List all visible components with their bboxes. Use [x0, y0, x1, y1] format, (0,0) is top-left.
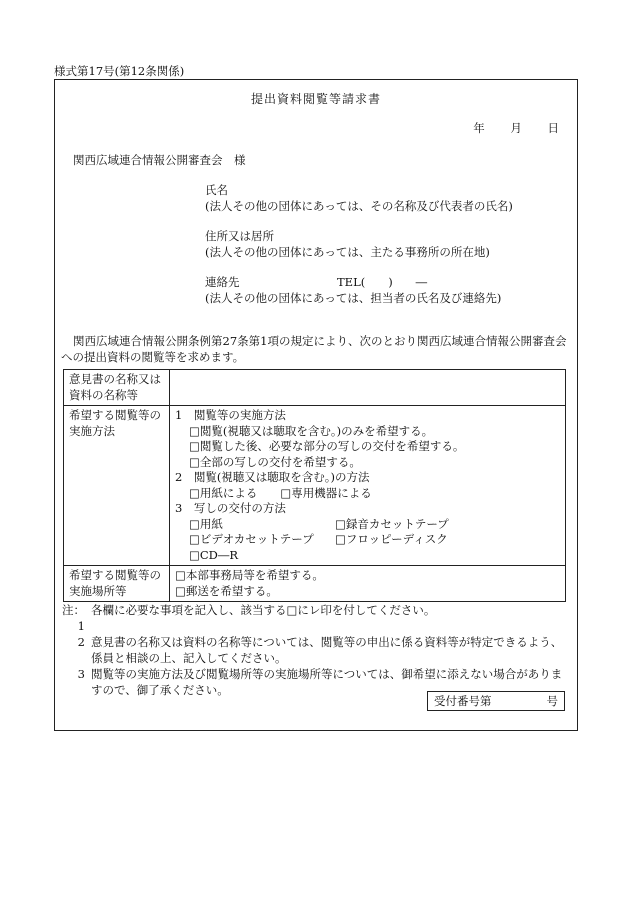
- row-header-location: 希望する閲覧等の 実施場所等: [64, 566, 170, 602]
- contact-label: 連絡先: [205, 275, 240, 289]
- viewing-option[interactable]: □用紙による: [189, 485, 258, 500]
- form-title: 提出資料閲覧等請求書: [250, 92, 381, 106]
- location-option[interactable]: □本部事務局等を希望する。: [175, 568, 324, 582]
- applicant-block: [205, 182, 513, 320]
- note-item: 2 意見書の名称又は資料の名称等については、閲覧等の申出に係る資料等が特定できるよう、係員と相談の上、記入してください。: [77, 635, 563, 665]
- copy-option[interactable]: □用紙: [189, 516, 223, 531]
- contact-block: [205, 274, 513, 306]
- request-statement: 関西広域連合情報公開条例第27条第1項の規定により、次のとおり関西広域連合情報公開審査会への提出資料の閲覧等を求めます。: [61, 334, 567, 364]
- address-block: [205, 228, 513, 260]
- row-header-document-name: 意見書の名称又は 資料の名称等: [64, 370, 170, 406]
- tel-label: TEL( ) ―: [337, 275, 428, 289]
- location-field: [170, 566, 566, 602]
- viewing-options: [175, 486, 560, 502]
- method-option[interactable]: □全部の写しの交付を希望する。: [189, 454, 361, 469]
- receipt-number-box: [427, 691, 565, 711]
- method-heading-2: 2 閲覧(視聴又は聴取を含む。)の方法: [175, 470, 370, 484]
- method-field: [170, 406, 566, 566]
- table-row: [64, 370, 566, 406]
- contact-row: [205, 274, 513, 290]
- date-year: 年: [473, 121, 485, 135]
- date-line: [451, 120, 559, 136]
- method-heading-3: 3 写しの交付の方法: [175, 501, 286, 515]
- row-header-method: 希望する閲覧等の 実施方法: [64, 406, 170, 566]
- contact-note: (法人その他の団体にあっては、担当者の氏名及び連絡先): [205, 291, 502, 305]
- address-note: (法人その他の団体にあっては、主たる事務所の所在地): [205, 245, 490, 259]
- note-item: 注：1 各欄に必要な事項を記入し、該当する□にレ印を付してください。: [62, 603, 436, 633]
- table-row: [64, 406, 566, 566]
- table-row: [64, 566, 566, 602]
- addressee: 関西広域連合情報公開審査会 様: [73, 153, 246, 167]
- address-label: 住所又は居所: [205, 229, 274, 243]
- notes: [55, 602, 569, 698]
- form-number: 様式第17号(第12条関係): [54, 64, 185, 78]
- request-table: [63, 369, 566, 602]
- copy-option[interactable]: □録音カセットテープ: [335, 516, 449, 531]
- copy-options-row: [175, 517, 560, 533]
- date-month: 月: [510, 121, 522, 135]
- request-form: [54, 79, 578, 731]
- receipt-label: 受付番号第: [434, 694, 492, 708]
- location-option[interactable]: □郵送を希望する。: [175, 583, 278, 598]
- copy-option[interactable]: □ビデオカセットテープ: [189, 532, 314, 546]
- document-name-field[interactable]: [170, 370, 566, 406]
- name-note: (法人その他の団体にあっては、その名称及び代表者の氏名): [205, 199, 513, 213]
- copy-options-row: [175, 532, 560, 548]
- receipt-suffix: 号: [546, 694, 558, 708]
- date-day: 日: [547, 121, 559, 135]
- copy-option[interactable]: □CD―R: [189, 547, 239, 562]
- viewing-option[interactable]: □専用機器による: [280, 485, 372, 500]
- note-item: 3 閲覧等の実施方法及び閲覧場所等の実施場所等については、御希望に添えない場合がありますので、御了承ください。: [77, 667, 563, 697]
- name-block: [205, 182, 513, 214]
- copy-option[interactable]: □フロッピーディスク: [335, 532, 448, 546]
- method-option[interactable]: □閲覧した後、必要な部分の写しの交付を希望する。: [189, 439, 465, 453]
- name-label: 氏名: [205, 183, 228, 197]
- method-heading-1: 1 閲覧等の実施方法: [175, 408, 286, 422]
- method-option[interactable]: □閲覧(視聴又は聴取を含む。)のみを希望する。: [189, 423, 434, 438]
